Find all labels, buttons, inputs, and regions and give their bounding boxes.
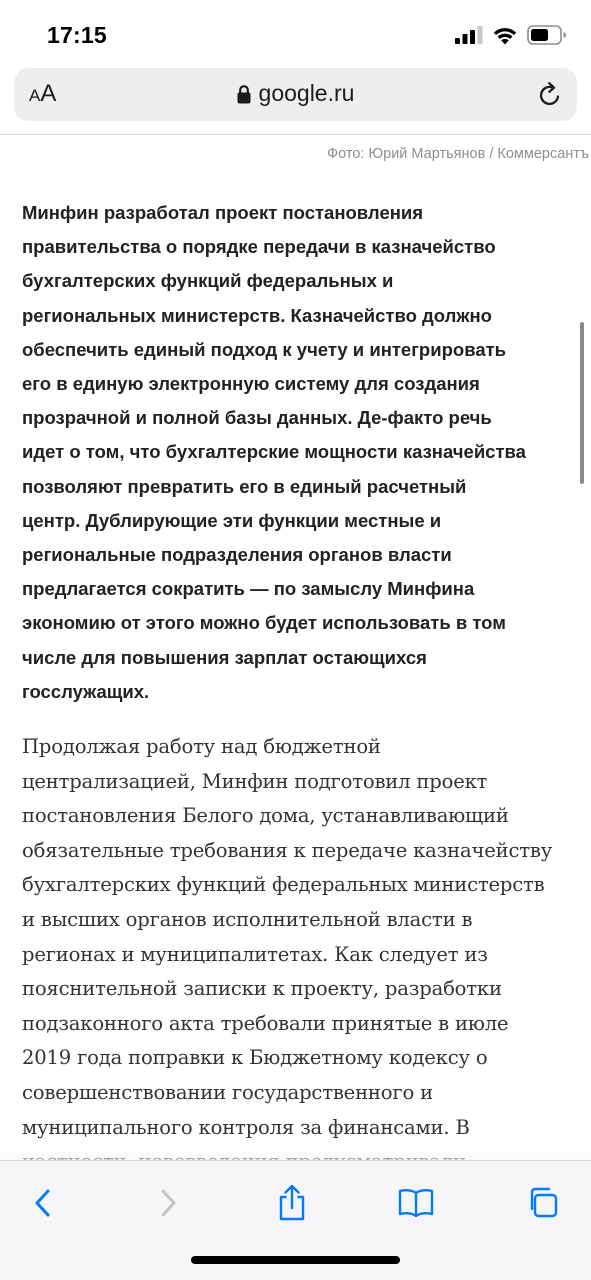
body-line: 2019 года поправки к Бюджетному кодексу о bbox=[22, 1046, 488, 1070]
lead-line: его в единую электронную систему для создания bbox=[22, 373, 480, 395]
forward-icon bbox=[158, 1188, 178, 1218]
body-line: подзаконного акта требовали принятые в июле bbox=[22, 1011, 509, 1035]
body-line: пояснительной записки к проекту, разработки bbox=[22, 977, 502, 1001]
photo-credit: Фото: Юрий Мартьянов / Коммерсантъ bbox=[327, 146, 589, 162]
lead-line: госслужащих. bbox=[22, 680, 150, 702]
address-bar[interactable] bbox=[14, 68, 577, 121]
reload-button[interactable] bbox=[535, 80, 565, 110]
tabs-icon bbox=[525, 1186, 559, 1220]
scroll-indicator[interactable] bbox=[580, 322, 584, 484]
back-button[interactable] bbox=[23, 1183, 63, 1223]
lock-icon bbox=[237, 84, 251, 104]
body-line: постановления Белого дома, устанавливающий bbox=[22, 804, 509, 828]
status-bar bbox=[0, 0, 591, 68]
status-icons bbox=[455, 24, 567, 46]
signal-icon bbox=[455, 26, 483, 44]
forward-button[interactable] bbox=[148, 1183, 188, 1223]
body-line: обязательные требования к передаче казначейству bbox=[22, 838, 553, 862]
reload-icon bbox=[535, 80, 565, 110]
text-size-big-label: A bbox=[40, 80, 57, 107]
tabs-button[interactable] bbox=[522, 1183, 562, 1223]
status-time: 17:15 bbox=[47, 22, 107, 48]
lead-line: региональные подразделения органов власти bbox=[22, 544, 452, 566]
lead-line: прозрачной и полной базы данных. Де-факто речь bbox=[22, 407, 492, 429]
share-button[interactable] bbox=[272, 1183, 312, 1223]
article-lead bbox=[22, 196, 574, 709]
text-size-small-label: A bbox=[29, 86, 41, 105]
lead-line: экономию от этого можно будет использовать в том bbox=[22, 612, 506, 634]
lead-line: предлагается сократить — по замыслу Минфина bbox=[22, 578, 475, 600]
share-icon bbox=[276, 1184, 308, 1222]
lead-line: правительства о порядке передачи в казначейство bbox=[22, 236, 496, 258]
body-line: бухгалтерских функций федеральных министерств bbox=[22, 873, 545, 897]
body-line: централизацией, Минфин подготовил проект bbox=[22, 769, 488, 793]
body-line: Продолжая работу над бюджетной bbox=[22, 735, 381, 758]
back-icon bbox=[33, 1188, 53, 1218]
bookmarks-icon bbox=[398, 1188, 434, 1218]
body-line: муниципального контроля за финансами. В bbox=[22, 1115, 470, 1139]
lead-line: региональных министерств. Казначейство должно bbox=[22, 304, 492, 326]
lead-line: центр. Дублирующие эти функции местные и bbox=[22, 509, 442, 531]
body-line: совершенствовании государственного и bbox=[22, 1080, 433, 1104]
lead-line: обеспечить единый подход к учету и интегрировать bbox=[22, 338, 507, 360]
bookmarks-button[interactable] bbox=[396, 1183, 436, 1223]
body-line: регионах и муниципалитетах. Как следует из bbox=[22, 942, 488, 966]
lead-line: идет о том, что бухгалтерские мощности казначейства bbox=[22, 441, 526, 463]
address-bar-divider bbox=[0, 134, 591, 135]
article-body bbox=[22, 730, 582, 1180]
lead-line: Минфин разработал проект постановления bbox=[22, 202, 424, 223]
wifi-icon bbox=[492, 26, 518, 45]
lead-line: числе для повышения зарплат остающихся bbox=[22, 646, 427, 668]
url-field[interactable] bbox=[14, 80, 577, 107]
home-indicator bbox=[191, 1256, 400, 1264]
url-text: google.ru bbox=[258, 80, 355, 106]
body-line: и высших органов исполнительной власти в bbox=[22, 907, 473, 931]
lead-line: позволяют превратить его в единый расчетный bbox=[22, 475, 467, 497]
lead-line: бухгалтерских функций федеральных и bbox=[22, 270, 394, 292]
battery-icon bbox=[527, 25, 567, 45]
